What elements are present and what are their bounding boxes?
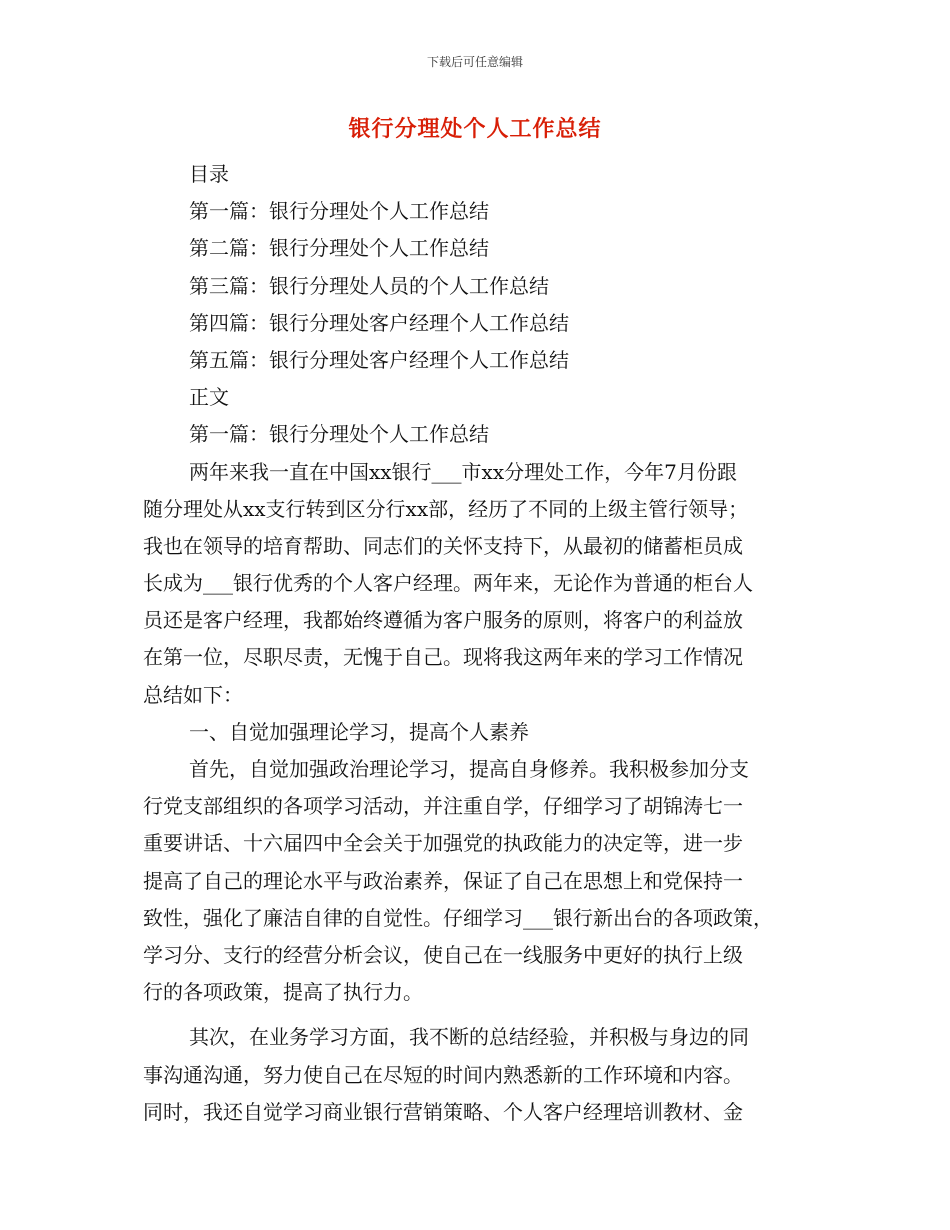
- body-heading: 正文: [189, 385, 229, 410]
- section-title: 第一篇：银行分理处个人工作总结: [189, 422, 489, 447]
- toc-item: 第四篇：银行分理处客户经理个人工作总结: [189, 310, 569, 335]
- paragraph-line: 同时，我还自觉学习商业银行营销策略、个人客户经理培训教材、金: [143, 1099, 743, 1124]
- paragraph-line: 员还是客户经理，我都始终遵循为客户服务的原则，将客户的利益放: [143, 608, 743, 633]
- paragraph-line: 随分理处从xx支行转到区分行xx部，经历了不同的上级主管行领导；: [143, 496, 749, 521]
- document-title: 银行分理处个人工作总结: [348, 117, 602, 142]
- paragraph-line: 提高了自己的理论水平与政治素养，保证了自己在思想上和党保持一: [143, 868, 743, 893]
- paragraph-line: 两年来我一直在中国xx银行___市xx分理处工作，今年7月份跟: [189, 459, 737, 484]
- toc-item: 第三篇：银行分理处人员的个人工作总结: [189, 273, 549, 298]
- paragraph-line: 首先，自觉加强政治理论学习，提高自身修养。我积极参加分支: [189, 757, 749, 781]
- paragraph-line: 重要讲话、十六届四中全会关于加强党的执政能力的决定等，进一步: [143, 831, 743, 856]
- paragraph-line: 学习分、支行的经营分析会议，使自己在一线服务中更好的执行上级: [143, 942, 743, 967]
- paragraph-line: 行的各项政策，提高了执行力。: [143, 980, 423, 1005]
- paragraph-line: 在第一位，尽职尽责，无愧于自己。现将我这两年来的学习工作情况: [143, 645, 743, 670]
- header-note: 下载后可任意编辑: [426, 55, 523, 69]
- toc-item: 第一篇：银行分理处个人工作总结: [189, 199, 489, 224]
- paragraph-line: 其次，在业务学习方面，我不断的总结经验，并积极与身边的同: [189, 1025, 749, 1050]
- toc-item: 第五篇：银行分理处客户经理个人工作总结: [189, 347, 569, 372]
- paragraph-line: 总结如下：: [143, 682, 243, 707]
- paragraph-gap: [143, 1011, 823, 1019]
- paragraph-line: 我也在领导的培育帮助、同志们的关怀支持下，从最初的储蓄柜员成: [143, 533, 743, 558]
- paragraph-line: 致性，强化了廉洁自律的自觉性。仔细学习___银行新出台的各项政策，: [143, 905, 773, 930]
- toc-heading: 目录: [189, 162, 229, 186]
- toc-item: 第二篇：银行分理处个人工作总结: [189, 236, 489, 261]
- document-body: [143, 156, 823, 1131]
- subheading: 一、自觉加强理论学习，提高个人素养: [189, 719, 529, 744]
- paragraph-line: 事沟通沟通，努力使自己在尽短的时间内熟悉新的工作环境和内容。: [143, 1062, 743, 1087]
- paragraph-line: 行党支部组织的各项学习活动，并注重自学，仔细学习了胡锦涛七一: [143, 794, 743, 819]
- paragraph-line: 长成为___银行优秀的个人客户经理。两年来，无论作为普通的柜台人: [143, 571, 753, 596]
